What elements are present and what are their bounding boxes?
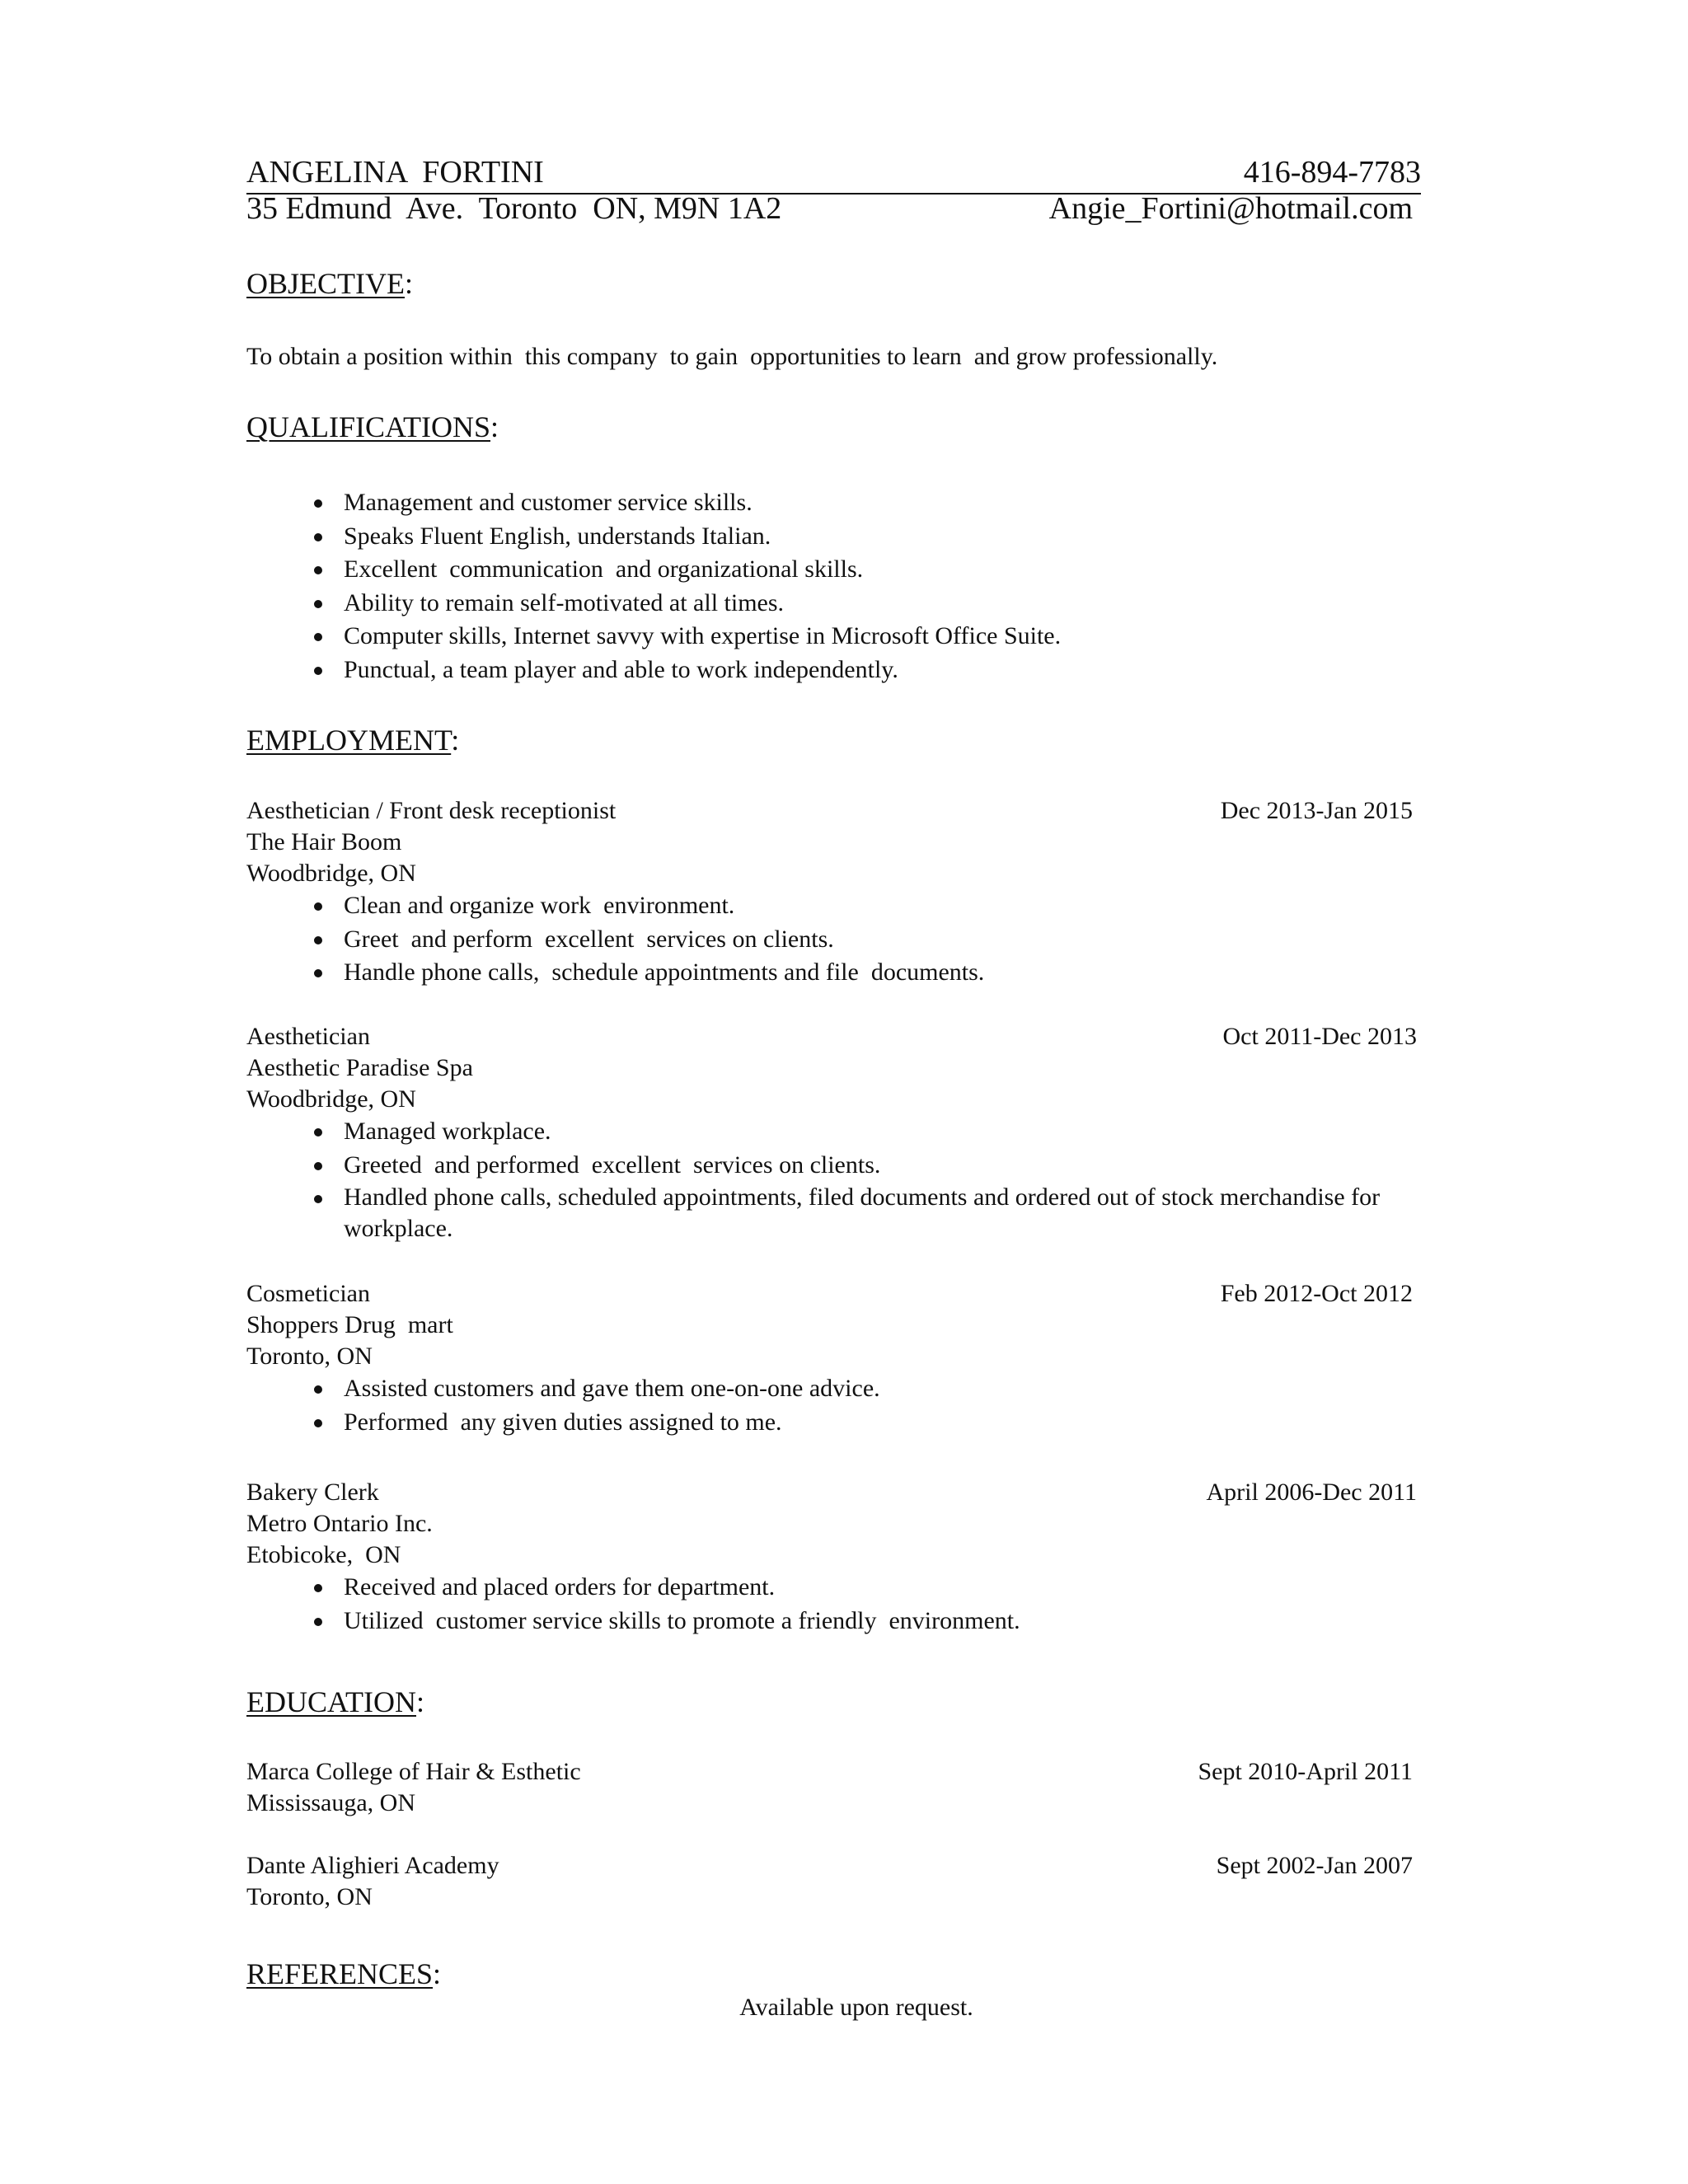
applicant-name: ANGELINA FORTINI: [246, 155, 544, 190]
job-title-row: [246, 795, 1417, 827]
employment-heading-colon: :: [451, 724, 460, 757]
job-duties: [246, 1571, 1417, 1638]
list-item: Management and customer service skills.: [246, 486, 1061, 520]
list-item: Received and placed orders for department.: [246, 1571, 1417, 1605]
job-title: Bakery Clerk: [246, 1479, 379, 1506]
bullet-icon: [314, 499, 322, 508]
job-duties: [246, 1115, 1417, 1244]
job-dates: April 2006-Dec 2011: [1206, 1479, 1417, 1506]
list-item: Ability to remain self-motivated at all times.: [246, 587, 1061, 621]
qualifications-heading-colon: :: [490, 410, 499, 443]
list-item: Punctual, a team player and able to work independently.: [246, 654, 1061, 687]
job-company: Shoppers Drug mart: [246, 1311, 453, 1338]
job-entry: [246, 1021, 1417, 1244]
school-dates: Sept 2010-April 2011: [1198, 1758, 1413, 1785]
bullet-icon: [314, 1419, 322, 1427]
list-item: Excellent communication and organizational skills.: [246, 553, 1061, 587]
school-name: Marca College of Hair & Esthetic: [246, 1758, 581, 1785]
list-item: Greeted and performed excellent services on clients.: [246, 1149, 1417, 1183]
bullet-icon: [314, 1584, 322, 1592]
bullet-icon: [314, 902, 322, 911]
job-title: Aesthetician / Front desk receptionist: [246, 797, 617, 824]
school-location: Toronto, ON: [246, 1883, 373, 1910]
job-dates: Oct 2011-Dec 2013: [1222, 1023, 1417, 1050]
job-entry: [246, 1278, 1417, 1439]
job-title: Cosmetician: [246, 1280, 370, 1307]
job-company: Aesthetic Paradise Spa: [246, 1054, 473, 1081]
list-item: Computer skills, Internet savvy with expertise in Microsoft Office Suite.: [246, 620, 1061, 654]
employment-heading-text: EMPLOYMENT: [246, 724, 452, 757]
references-heading: [246, 1956, 441, 1992]
qualifications-list: [246, 486, 1061, 687]
employment-heading: [246, 722, 459, 758]
job-company: Metro Ontario Inc.: [246, 1510, 433, 1537]
job-dates: Dec 2013-Jan 2015: [1220, 797, 1413, 824]
education-entry: [246, 1756, 1417, 1819]
job-title-row: [246, 1021, 1417, 1052]
qualifications-heading: [246, 409, 499, 445]
education-heading: [246, 1684, 424, 1720]
list-item: Handle phone calls, schedule appointments and file documents.: [246, 956, 1417, 990]
objective-text: To obtain a position within this company to gain opportunities to learn and grow professionally.: [246, 343, 1218, 370]
bullet-icon: [314, 969, 322, 977]
education-entry: [246, 1850, 1417, 1913]
address-email-row: [246, 190, 1413, 227]
list-item: Speaks Fluent English, understands Italian.: [246, 520, 1061, 554]
qualifications-heading-text: QUALIFICATIONS: [246, 410, 490, 443]
street-address: 35 Edmund Ave. Toronto ON, M9N 1A2: [246, 191, 782, 226]
bullet-icon: [314, 633, 322, 641]
education-heading-text: EDUCATION: [246, 1685, 416, 1718]
phone-number: 416-894-7783: [1243, 155, 1421, 190]
job-location: Etobicoke, ON: [246, 1541, 401, 1568]
job-entry: [246, 1477, 1417, 1638]
school-location: Mississauga, ON: [246, 1789, 416, 1816]
job-location: Woodbridge, ON: [246, 1085, 416, 1113]
bullet-icon: [314, 1162, 322, 1170]
objective-heading: [246, 265, 413, 302]
bullet-icon: [314, 600, 322, 608]
job-location: Toronto, ON: [246, 1343, 373, 1370]
bullet-icon: [314, 667, 322, 675]
list-item: Utilized customer service skills to promote a friendly environment.: [246, 1605, 1417, 1638]
references-text: Available upon request.: [739, 1994, 973, 2021]
job-duties: [246, 1372, 1417, 1439]
references-heading-colon: :: [433, 1957, 442, 1990]
job-title-row: [246, 1477, 1417, 1508]
references-heading-text: REFERENCES: [246, 1957, 434, 1990]
name-phone-row: [246, 153, 1421, 194]
list-item: Managed workplace.: [246, 1115, 1417, 1149]
job-dates: Feb 2012-Oct 2012: [1220, 1280, 1413, 1307]
job-title-row: [246, 1278, 1417, 1310]
bullet-icon: [314, 1128, 322, 1137]
school-row: [246, 1850, 1417, 1882]
objective-heading-text: OBJECTIVE: [246, 267, 405, 300]
bullet-icon: [314, 936, 322, 944]
list-item: Greet and perform excellent services on clients.: [246, 923, 1417, 957]
list-item: Performed any given duties assigned to me.: [246, 1406, 1417, 1440]
bullet-icon: [314, 1195, 322, 1203]
email-address: Angie_Fortini@hotmail.com: [1048, 191, 1413, 226]
school-row: [246, 1756, 1417, 1788]
bullet-icon: [314, 566, 322, 574]
job-location: Woodbridge, ON: [246, 860, 416, 887]
list-item: Clean and organize work environment.: [246, 889, 1417, 923]
list-item: Assisted customers and gave them one-on-one advice.: [246, 1372, 1417, 1406]
job-entry: [246, 795, 1417, 990]
education-heading-colon: :: [415, 1685, 424, 1718]
bullet-icon: [314, 533, 322, 541]
job-company: The Hair Boom: [246, 828, 402, 855]
school-name: Dante Alighieri Academy: [246, 1852, 499, 1879]
list-item: Handled phone calls, scheduled appointments, filed documents and ordered out of stock merchandise for workplace.: [246, 1182, 1432, 1244]
school-dates: Sept 2002-Jan 2007: [1216, 1852, 1413, 1879]
bullet-icon: [314, 1385, 322, 1394]
objective-heading-colon: :: [405, 267, 414, 300]
bullet-icon: [314, 1618, 322, 1626]
job-duties: [246, 889, 1417, 990]
job-title: Aesthetician: [246, 1023, 370, 1050]
